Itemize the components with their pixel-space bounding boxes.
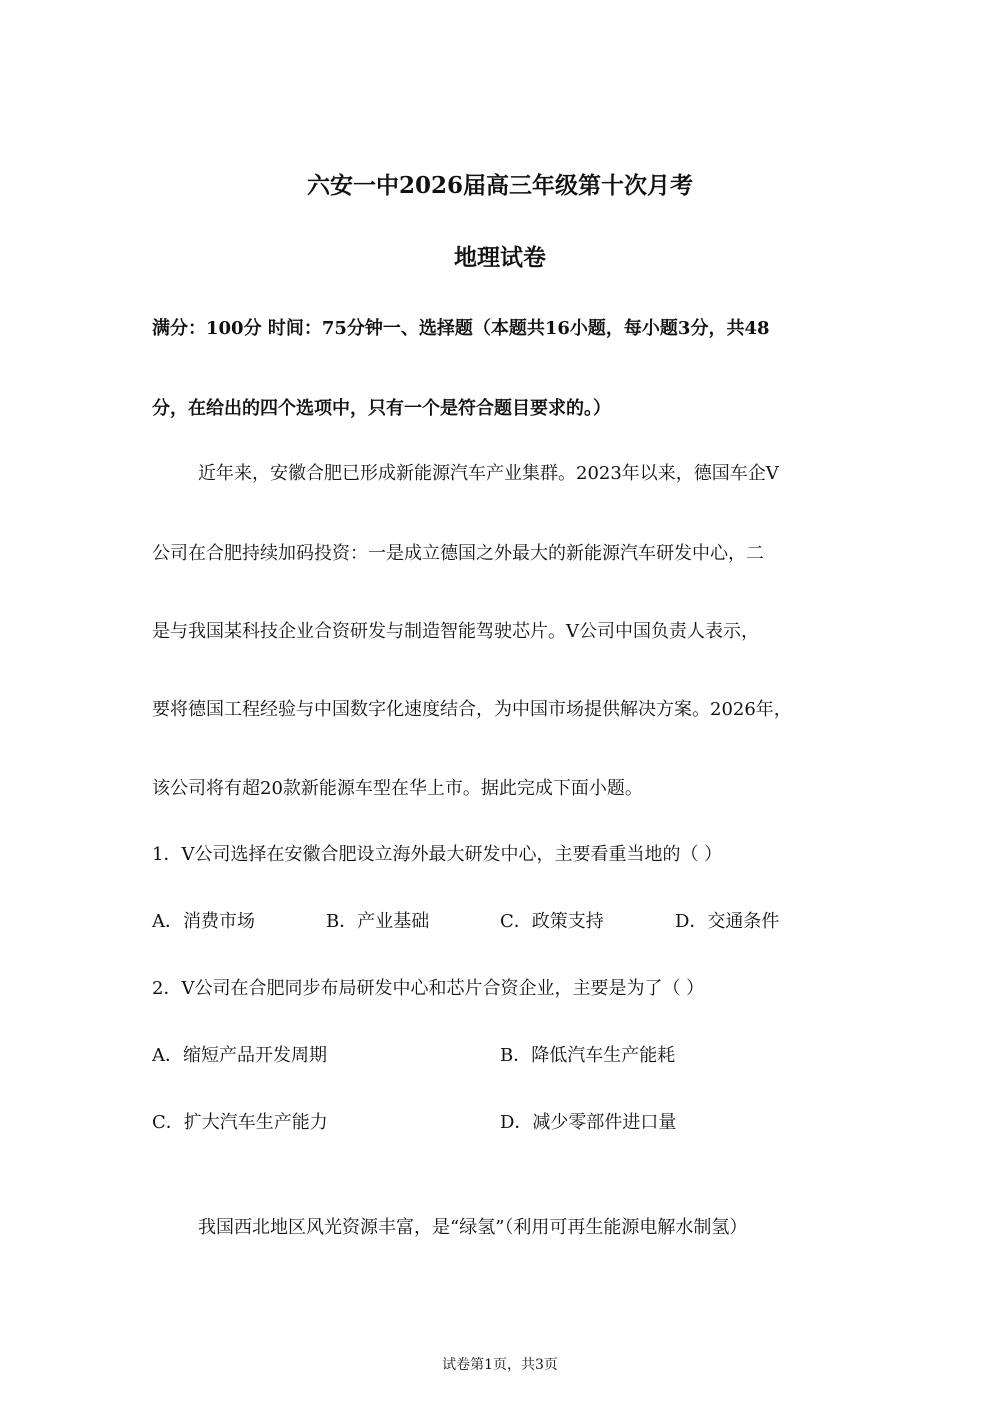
question-1-option-c: C．政策支持 — [500, 911, 604, 932]
page-footer: 试卷第1页，共3页 — [442, 1357, 558, 1373]
subject-title: 地理试卷 — [454, 244, 546, 271]
question-1-option-b: B．产业基础 — [326, 911, 430, 932]
passage1-line-1: 近年来，安徽合肥已形成新能源汽车产业集群。2023年以来，德国车企V — [198, 463, 779, 484]
passage1-line-3: 是与我国某科技企业合资研发与制造智能驾驶芯片。V公司中国负责人表示， — [152, 621, 759, 642]
passage1-line-4: 要将德国工程经验与中国数字化速度结合，为中国市场提供解决方案。2026年， — [152, 699, 792, 720]
passage1-line-5: 该公司将有超20款新能源车型在华上市。据此完成下面小题。 — [152, 778, 643, 799]
question-2-option-d: D．减少零部件进口量 — [500, 1112, 677, 1133]
school-title: 六安一中2026届高三年级第十次月考 — [306, 172, 693, 199]
instructions-line-2: 分，在给出的四个选项中，只有一个是符合题目要求的。） — [152, 398, 611, 419]
question-2-option-b: B．降低汽车生产能耗 — [500, 1045, 676, 1066]
question-1-option-d: D．交通条件 — [675, 911, 780, 932]
passage1-line-2: 公司在合肥持续加码投资：一是成立德国之外最大的新能源汽车研发中心，二 — [152, 543, 764, 564]
question-2-option-c: C．扩大汽车生产能力 — [152, 1112, 328, 1133]
instructions-line-1: 满分：100分 时间：75分钟一、选择题（本题共16小题，每小题3分，共48 — [152, 318, 770, 339]
question-1-option-a: A．消费市场 — [152, 911, 255, 932]
question-2-stem: 2．V公司在合肥同步布局研发中心和芯片合资企业，主要是为了（ ） — [152, 978, 705, 999]
question-1-stem: 1．V公司选择在安徽合肥设立海外最大研发中心，主要看重当地的（ ） — [152, 844, 723, 865]
question-2-option-a: A．缩短产品开发周期 — [152, 1045, 327, 1066]
passage2-line-1: 我国西北地区风光资源丰富，是“绿氢”（利用可再生能源电解水制氢） — [198, 1217, 748, 1238]
